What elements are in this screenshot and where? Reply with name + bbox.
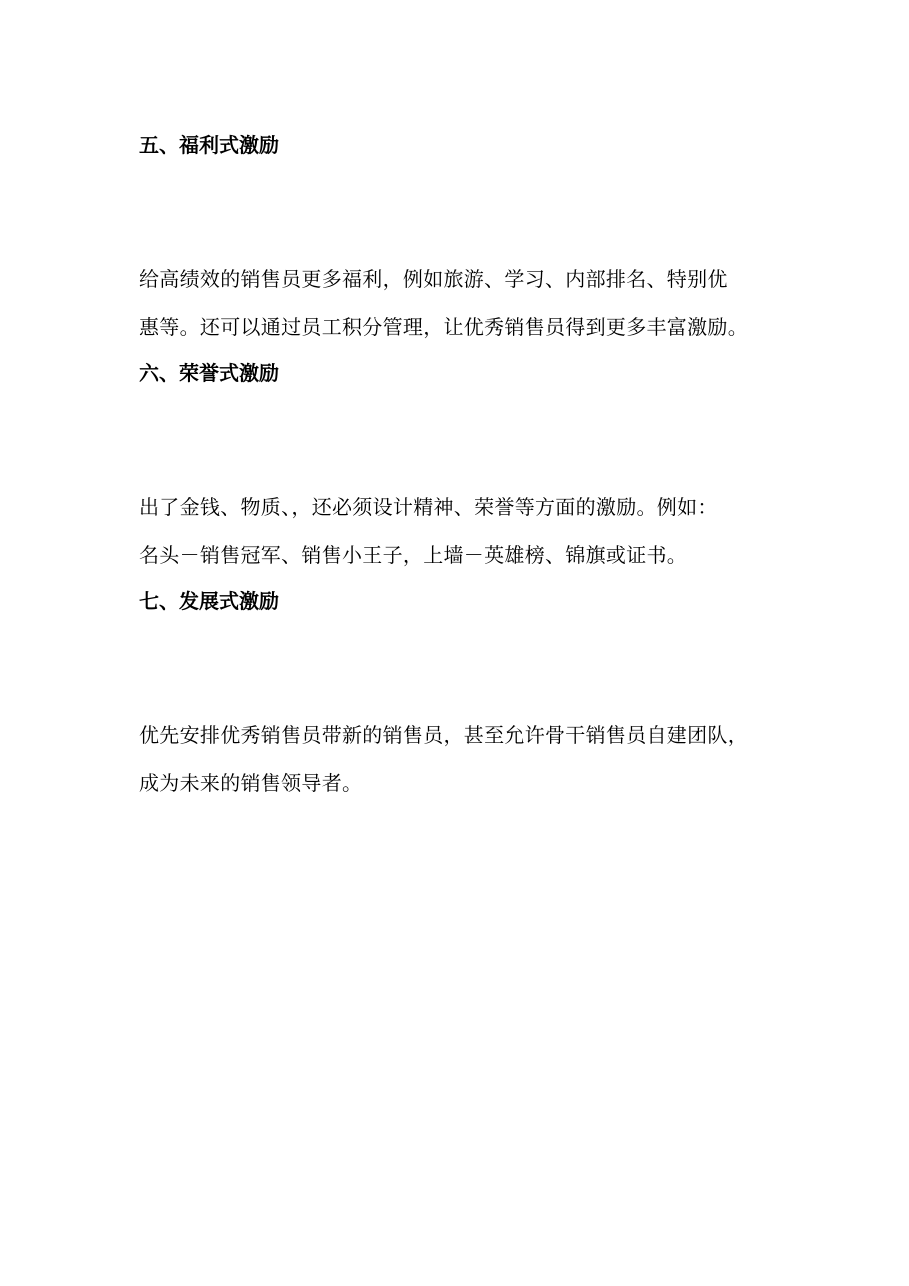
section-heading-development: 七、发展式激励 bbox=[139, 589, 279, 613]
paragraph-line: 优先安排优秀销售员带新的销售员，甚至允许骨干销售员自建团队， bbox=[139, 723, 748, 747]
paragraph-line: 名头－销售冠军、销售小王子，上墙－英雄榜、锦旗或证书。 bbox=[139, 543, 688, 567]
paragraph-line: 成为未来的销售领导者。 bbox=[139, 771, 363, 795]
section-heading-honor: 六、荣誉式激励 bbox=[139, 361, 279, 385]
section-heading-welfare: 五、福利式激励 bbox=[139, 133, 279, 157]
paragraph-line: 出了金钱、物质、，还必须设计精神、荣誉等方面的激励。例如： bbox=[139, 495, 718, 519]
paragraph-line: 给高绩效的销售员更多福利，例如旅游、学习、内部排名、特别优 bbox=[139, 267, 728, 291]
paragraph-line: 惠等。还可以通过员工积分管理，让优秀销售员得到更多丰富激励。 bbox=[139, 315, 748, 339]
